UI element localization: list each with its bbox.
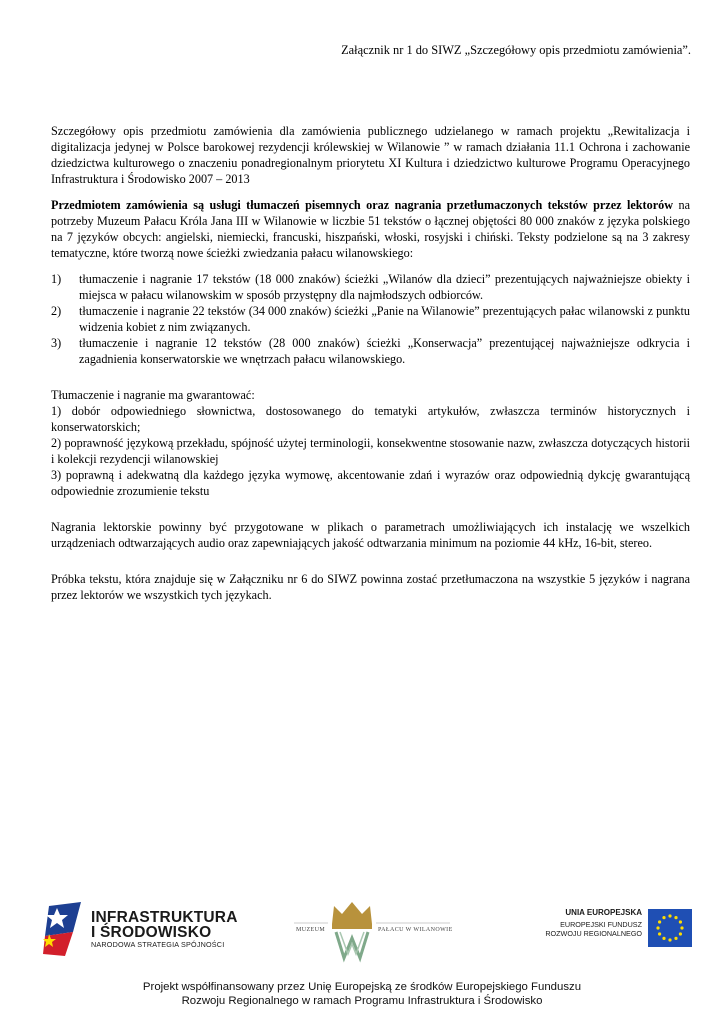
document-body	[51, 123, 690, 603]
eu-logo-line3: ROZWOJU REGIONALNEGO	[545, 929, 642, 938]
guarantee-item: 3) poprawną i adekwatną dla każdego języka wymowę, akcentowanie zdań i wyrazów oraz odpowiednią dykcję gwarantującą odpowiednie zrozumienie tekstu	[51, 468, 690, 498]
infrastruktura-line1: INFRASTRUKTURA	[91, 909, 238, 926]
museum-logo-left-text: MUZEUM	[296, 927, 326, 933]
recordings-paragraph: Nagrania lektorskie powinny być przygotowane w plikach o parametrach umożliwiających ich instalację we wszelkich urządzeniach odtwarzających audio oraz zapewniających jakość odtwarzania minimum na poziomie 44 kHz, 16-bit, stereo.	[51, 520, 690, 550]
eu-logo-title: UNIA EUROPEJSKA	[565, 908, 642, 917]
list-item-number: 1)	[51, 272, 62, 286]
logos-bar	[0, 896, 724, 966]
list-item	[51, 271, 690, 303]
infrastruktura-logo-title	[91, 910, 238, 940]
eu-logo	[532, 908, 692, 954]
eu-logo-line2: EUROPEJSKI FUNDUSZ	[560, 920, 642, 929]
eu-flag-icon	[648, 909, 692, 947]
footer-line1: Projekt współfinansowany przez Unię Europejską ze środków Europejskiego Funduszu	[142, 981, 582, 993]
museum-logo	[290, 900, 455, 964]
intro-paragraph: Szczegółowy opis przedmiotu zamówienia dla zamówienia publicznego udzielanego w ramach projektu „Rewitalizacja i digitalizacja jedynej w Polsce barokowej rezydencji królewskiej w Wilanowie ” w ramach działania 11.1 Ochrona i zachowanie dziedzictwa kulturowego o znaczeniu ponadregionalnym priorytetu XI Kultura i dziedzictwo kulturowe Programu Operacyjnego Infrastruktura i Środowisko 2007 – 2013	[51, 124, 690, 186]
list-item	[51, 303, 690, 335]
list-item-text: tłumaczenie i nagranie 17 tekstów (18 000 znaków) ścieżki „Wilanów dla dzieci” prezentujących najważniejsze obiekty i miejsca w pałacu wilanowskim w sposób przystępny dla najmłodszych odbiorców.	[79, 272, 690, 302]
guarantee-item: 2) poprawność językową przekładu, spójność użytej terminologii, konsekwentne stosowanie nazw, zwłaszcza dotyczących historii i kolekcji rezydencji wilanowskiej	[51, 436, 690, 466]
subject-paragraph	[51, 197, 690, 261]
list-item-number: 3)	[51, 336, 62, 350]
list-item-text: tłumaczenie i nagranie 22 tekstów (34 000 znaków) ścieżki „Panie na Wilanowie” prezentujących pałac wilanowski z punktu widzenia kobiet z nim związanych.	[79, 304, 690, 334]
footer-line2: Rozwoju Regionalnego w ramach Programu Infrastruktura i Środowisko	[181, 995, 543, 1007]
museum-logo-right-text: PAŁACU W WILANOWIE	[378, 927, 453, 933]
list-item-text: tłumaczenie i nagranie 12 tekstów (28 000 znaków) ścieżki „Konserwacja” prezentującej najważniejsze odkrycia i zagadnienia konserwatorskie we wnętrzach pałacu wilanowskiego.	[79, 336, 690, 366]
list-item-number: 2)	[51, 304, 62, 318]
infrastruktura-logo-subtitle: NARODOWA STRATEGIA SPÓJNOŚCI	[91, 940, 225, 949]
attachment-heading: Załącznik nr 1 do SIWZ „Szczegółowy opis przedmiotu zamówienia”.	[341, 43, 691, 57]
infrastruktura-logo	[43, 898, 243, 958]
infrastruktura-line2: I ŚRODOWISKO	[91, 924, 212, 941]
topics-list	[51, 271, 690, 367]
subject-rest: na potrzeby Muzeum Pałacu Króla Jana III w Wilanowie w liczbie 51 tekstów o łącznej objętości 80 000 znaków z języka polskiego na 7 języków obcych: angielski, niemiecki, francuski, hiszpański, włoski, rosyjski i chiński. Teksty podzielone są na 3 zakresy tematyczne, które tworzą nowe ścieżki zwiedzania pałacu wilanowskiego:	[51, 198, 690, 260]
subject-bold: Przedmiotem zamówienia są usługi tłumaczeń pisemnych oraz nagrania przetłumaczonych tekstów przez lektorów	[51, 198, 674, 212]
guarantee-item: 1) dobór odpowiedniego słownictwa, dostosowanego do tematyki artykułów, zwłaszcza terminów historycznych i konserwatorskich;	[51, 404, 690, 434]
sample-paragraph: Próbka tekstu, która znajduje się w Załączniku nr 6 do SIWZ powinna zostać przetłumaczona na wszystkie 5 języków i nagrana przez lektorów we wszystkich tych językach.	[51, 572, 690, 602]
list-item	[51, 335, 690, 367]
guarantee-heading: Tłumaczenie i nagranie ma gwarantować:	[51, 388, 255, 402]
infrastruktura-emblem-icon	[43, 898, 87, 958]
footer	[0, 980, 724, 1008]
